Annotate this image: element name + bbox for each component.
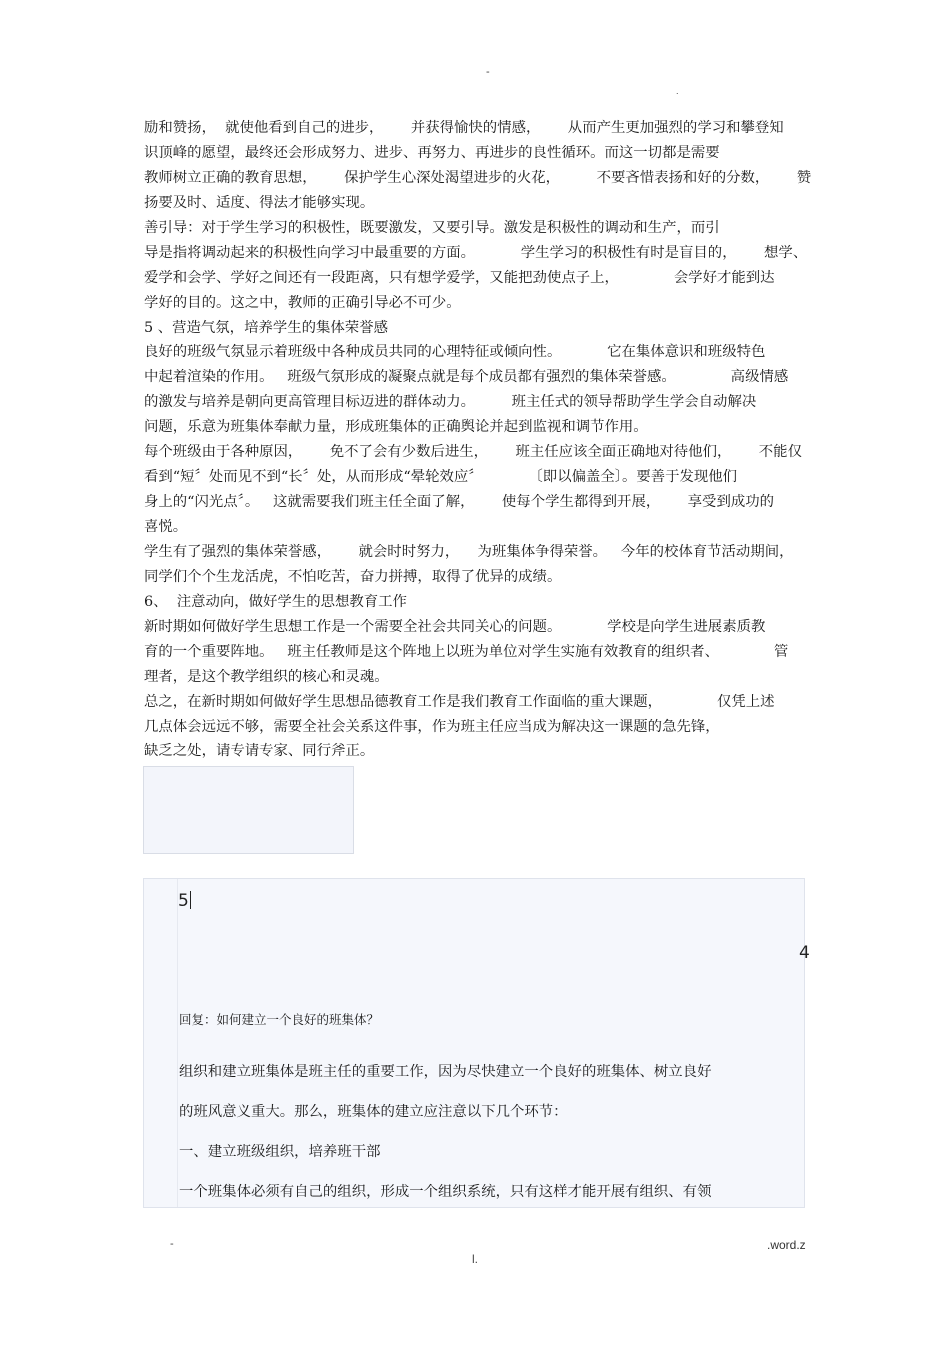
paragraph-line: 励和赞扬， 就使他看到自己的进步， 并获得愉快的情感， 从而产生更加强烈的学习和攀登知 (144, 120, 784, 136)
frame-margin-line (177, 879, 178, 1207)
paragraph-line: 导是指将调动起来的积极性向学习中最重要的方面。 学生学习的积极性有时是盲目的， 想学、 (144, 244, 808, 261)
paragraph-line: 每个班级由于各种原因， 免不了会有少数后进生， 班主任应该全面正确地对待他们， 不能仅 (144, 444, 802, 461)
embedded-page-frame (143, 878, 810, 1208)
section-heading: 6、 注意动向，做好学生的思想教育工作 (144, 593, 407, 610)
reply-title: 回复：如何建立一个良好的班集体？ (179, 1012, 380, 1027)
paragraph-line: 缺乏之处，请专请专家、同行斧正。 (144, 743, 375, 760)
paragraph-line: 总之，在新时期如何做好学生思想品德教育工作是我们教育工作面临的重大课题， 仅凭上述 (144, 693, 775, 710)
paragraph-line: 问题，乐意为班集体奉献力量，形成班集体的正确舆论并起到监视和调节作用。 (144, 419, 648, 436)
box-section-heading: 一、建立班级组织，培养班干部 (179, 1144, 381, 1160)
page-number: 5 (178, 891, 189, 911)
paragraph-line: 几点体会远远不够，需要全社会关系这件事，作为班主任应当成为解决这一课题的急先锋， (144, 718, 720, 735)
box-paragraph-line: 组织和建立班集体是班主任的重要工作，因为尽快建立一个良好的班集体、树立良好 (179, 1064, 712, 1080)
empty-frame (143, 766, 354, 854)
paragraph-line: 学生有了强烈的集体荣誉感， 就会时时努力， 为班集体争得荣誉。 今年的校体育节活动期间， (144, 543, 794, 560)
box-paragraph-line: 的班风意义重大。那么，班集体的建立应注意以下几个环节： (179, 1104, 568, 1120)
footer-mark-center: l. (472, 1252, 478, 1266)
text-cursor (190, 891, 191, 909)
box-paragraph-line: 一个班集体必须有自己的组织，形成一个组织系统，只有这样才能开展有组织、有领 (179, 1184, 712, 1200)
paragraph-line: 爱学和会学、学好之间还有一段距离，只有想学爱学，又能把劲使点子上， 会学好才能到达 (144, 269, 775, 286)
footer-mark-left: - (170, 1238, 174, 1250)
paragraph-line: 学好的目的。这之中，教师的正确引导必不可少。 (144, 294, 461, 311)
paragraph-line: 教师树立正确的教育思想， 保护学生心深处渴望进步的火花， 不要吝惜表扬和好的分数， 赞 (144, 169, 812, 186)
section-heading: 5 、营造气氛，培养学生的集体荣誉感 (144, 319, 388, 336)
paragraph-line: 的激发与培养是朝向更高管理目标迈进的群体动力。 班主任式的领导帮助学生学会自动解决 (144, 394, 757, 411)
paragraph-line: 育的一个重要阵地。 班主任教师是这个阵地上以班为单位对学生实施有效教育的组织者、 管 (144, 643, 789, 660)
paragraph-line: 同学们个个生龙活虎，不怕吃苦，奋力拼搏，取得了优异的成绩。 (144, 568, 562, 585)
side-number: 4 (799, 943, 810, 963)
document-body (144, 116, 810, 764)
paragraph-line: 身上的“闪光点〞。 这就需要我们班主任全面了解， 使每个学生都得到开展， 享受到成功的 (144, 494, 775, 511)
paragraph-line: 中起着渲染的作用。 班级气氛形成的凝聚点就是每个成员都有强烈的集体荣誉感。 高级情感 (144, 369, 789, 386)
paragraph-line: 扬要及时、适度、得法才能够实现。 (144, 194, 375, 211)
footer-watermark: .word.z (767, 1238, 806, 1252)
paragraph-line: 新时期如何做好学生思想工作是一个需要全社会共同关心的问题。 学校是向学生进展素质教 (144, 618, 766, 635)
paragraph-line: 识顶峰的愿望，最终还会形成努力、进步、再努力、再进步的良性循环。而这一切都是需要 (144, 144, 720, 161)
paragraph-line: 理者，是这个教学组织的核心和灵魂。 (144, 668, 389, 685)
paragraph-line: 看到“短〞处而见不到“长〞处，从而形成“晕轮效应〞 〔即以偏盖全〕。要善于发现他们 (144, 469, 738, 486)
paragraph-line: 喜悦。 (144, 519, 188, 535)
paragraph-line: 良好的班级气氛显示着班级中各种成员共同的心理特征或倾向性。 它在集体意识和班级特色 (144, 344, 766, 361)
header-mark-right: . (676, 86, 679, 96)
header-mark-left: - (486, 66, 490, 78)
paragraph-line: 善引导：对于学生学习的积极性，既要激发，又要引导。激发是积极性的调动和生产，而引 (144, 219, 720, 236)
